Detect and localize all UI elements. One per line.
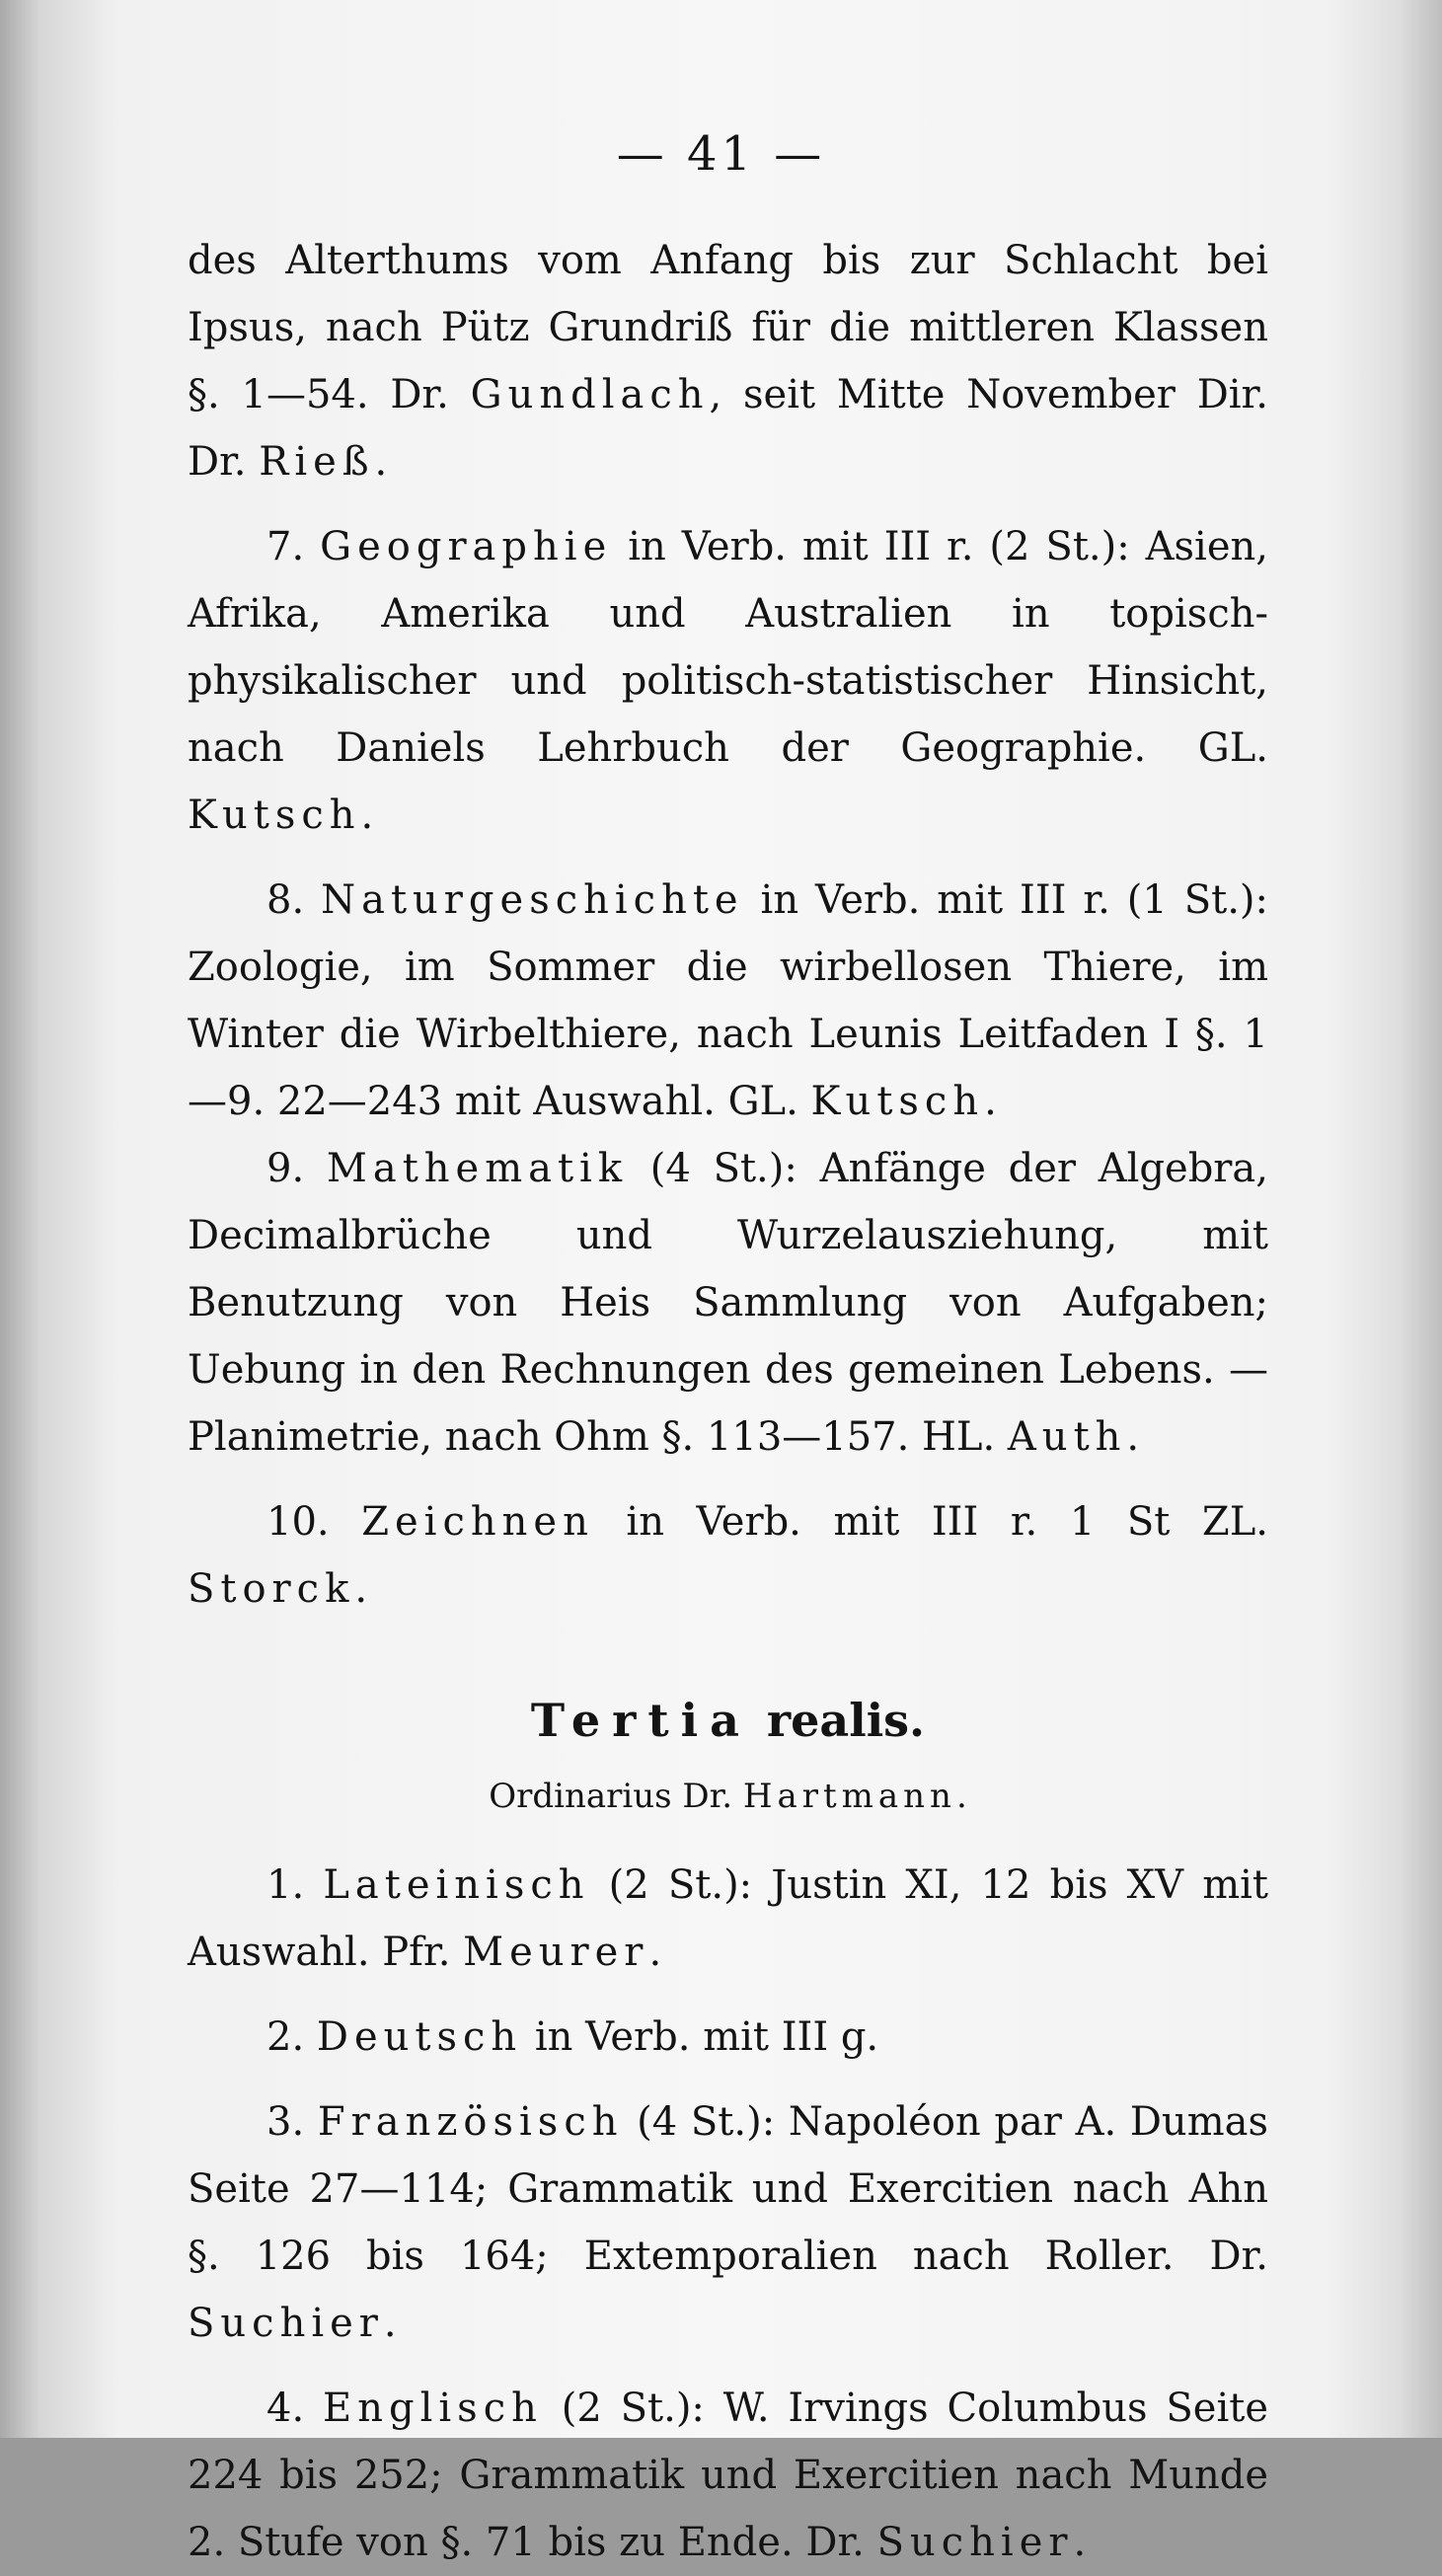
subject-name: Französisch (317, 2099, 624, 2145)
subject-end: . (648, 1930, 662, 1975)
subject-entry-englisch (188, 2375, 1268, 2576)
subject-end: . (1073, 2520, 1087, 2565)
subject-text: (2 St.): W. Irvings Columbus Seite 224 bis 252; Grammatik und Exercitien nach Munde 2. Stufe von §. 71 bis zu Ende. Dr. (188, 2386, 1269, 2565)
intro-end: . (374, 439, 388, 485)
intro-text: des Alterthums vom Anfang bis zur Schlacht bei Ipsus, nach Pütz Grundriß für die mittleren Klassen §. 1—54. Dr. (188, 238, 1268, 417)
ordinarius-name: Hartmann (742, 1777, 956, 1816)
subject-number: 10. (266, 1499, 330, 1545)
subject-entry-lateinisch (188, 1852, 1268, 1986)
subject-name: Englisch (323, 2386, 543, 2431)
subject-text: in Verb. mit III g. (522, 2014, 879, 2060)
teacher-name: Gundlach (470, 372, 710, 417)
teacher-name: Storck (188, 1566, 355, 1612)
subject-text: in Verb. mit III r. (1 St.): Zoologie, im Sommer die wirbellosen Thiere, im Winter die Wirbelthiere, nach Leunis Leitfaden I §. 1—9. 22—243 mit Auswahl. GL. (188, 877, 1268, 1124)
teacher-name: Auth (1007, 1414, 1127, 1460)
teacher-name: Suchier (188, 2301, 384, 2346)
subject-end: . (984, 1079, 997, 1124)
subject-name: Geographie (320, 524, 613, 569)
subject-entry-naturgeschichte (188, 867, 1268, 1135)
teacher-name: Kutsch (810, 1079, 985, 1124)
subject-number: 1. (266, 1862, 305, 1908)
teacher-name: Kutsch (188, 793, 361, 838)
page-content (188, 227, 1268, 2576)
subject-text: in Verb. mit III r. 1 St ZL. (593, 1499, 1268, 1545)
subject-end: . (354, 1566, 368, 1612)
subject-number: 8. (266, 877, 305, 923)
subject-end: . (1126, 1414, 1140, 1460)
subject-end: . (383, 2301, 397, 2346)
ordinarius-end: . (955, 1777, 967, 1816)
subject-text: (2 St.): Justin XI, 12 bis XV mit Auswahl. Pfr. (188, 1862, 1268, 1975)
ordinarius-label: Ordinarius Dr. (489, 1777, 743, 1816)
subject-number: 7. (266, 524, 305, 569)
subject-name: Lateinisch (323, 1862, 590, 1908)
subject-entry-geographie (188, 513, 1268, 849)
intro-paragraph (188, 227, 1268, 495)
subject-name: Deutsch (316, 2014, 523, 2060)
teacher-name: Meurer (463, 1930, 649, 1975)
director-name: Rieß (259, 439, 375, 485)
subject-text: (4 St.): Napoléon par A. Dumas Seite 27—114; Grammatik und Exercitien nach Ahn §. 126 bis 164; Extemporalien nach Roller. Dr. (188, 2099, 1268, 2279)
ordinarius-line (188, 1763, 1268, 1830)
subject-number: 4. (266, 2386, 305, 2431)
section-title-sub: realis. (766, 1694, 926, 1747)
subject-name: Zeichnen (361, 1499, 594, 1545)
subject-text: (4 St.): Anfänge der Algebra, Decimalbrüche und Wurzelausziehung, mit Benutzung von Heis Sammlung von Aufgaben; Uebung in den Rechnungen des gemeinen Lebens. — Planimetrie, nach Ohm §. 113—157. HL. (188, 1146, 1268, 1460)
intro-tail: , seit Mitte November Dir. Dr. (188, 372, 1268, 485)
section-title-main: Tertia (530, 1694, 751, 1747)
subject-name: Mathematik (326, 1146, 629, 1191)
subject-entry-franzoesisch (188, 2088, 1268, 2357)
page-number: — 41 — (616, 126, 826, 182)
subject-entry-mathematik (188, 1135, 1268, 1471)
subject-number: 3. (266, 2099, 305, 2145)
subject-entry-zeichnen (188, 1488, 1268, 1623)
subject-text: in Verb. mit III r. (2 St.): Asien, Afrika, Amerika und Australien in topisch-physikalischer und politisch-statistischer Hinsicht, nach Daniels Lehrbuch der Geographie. GL. (188, 524, 1268, 771)
section-heading (188, 1684, 1268, 1757)
subject-end: . (360, 793, 374, 838)
subject-entry-deutsch (188, 2004, 1268, 2071)
subject-name: Naturgeschichte (321, 877, 744, 923)
teacher-name: Suchier (876, 2520, 1074, 2565)
subject-number: 9. (266, 1146, 305, 1191)
subject-number: 2. (266, 2014, 305, 2060)
